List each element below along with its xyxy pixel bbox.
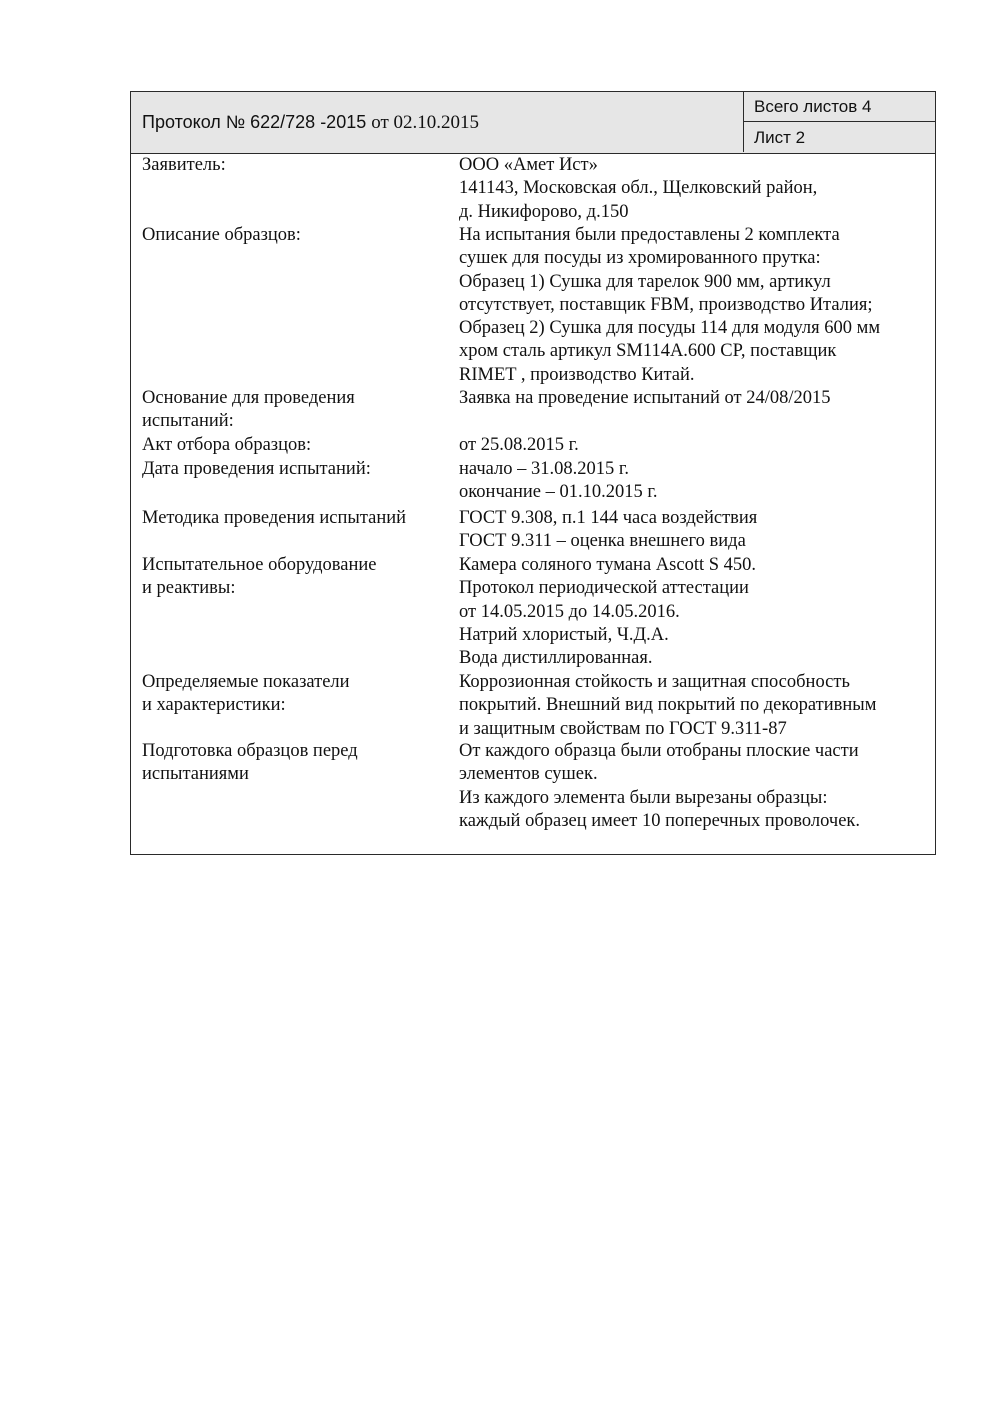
row-value: от 25.08.2015 г. xyxy=(459,435,579,455)
row-label: Дата проведения испытаний: xyxy=(142,459,371,479)
protocol-date: от 02.10.2015 xyxy=(371,112,480,133)
row-label: Акт отбора образцов: xyxy=(142,435,312,455)
row-value: начало – 31.08.2015 г. окончание – 01.10.2015 г. xyxy=(459,459,658,503)
protocol-header xyxy=(131,92,935,154)
row-value: Заявка на проведение испытаний от 24/08/2015 xyxy=(459,388,831,408)
sheet-number: Лист 2 xyxy=(754,128,806,147)
row-label: Основание для проведения испытаний: xyxy=(142,388,355,432)
row-label: Методика проведения испытаний xyxy=(142,508,407,528)
protocol-number: Протокол № 622/728 -2015 xyxy=(142,112,367,132)
row-label: Подготовка образцов перед испытаниями xyxy=(142,741,358,785)
row-value: От каждого образца были отобраны плоские части элементов сушек. Из каждого элемента были вырезаны образцы: каждый образец имеет 10 поперечных проволочек. xyxy=(459,741,861,831)
row-value: Коррозионная стойкость и защитная способность покрытий. Внешний вид покрытий по декоративным и защитным свойствам по ГОСТ 9.311-87 xyxy=(459,672,877,739)
row-label: Описание образцов: xyxy=(142,225,301,245)
row-value: ООО «Амет Ист» 141143, Московская обл., Щелковский район, д. Никифорово, д.150 xyxy=(459,155,818,222)
row-label: Определяемые показатели и характеристики: xyxy=(142,672,350,716)
protocol-frame xyxy=(130,91,936,855)
row-value: На испытания были предоставлены 2 комплекта сушек для посуды из хромированного прутка: Образец 1) Сушка для тарелок 900 мм, артикул отсутствует, поставщик FBM, производство Италия; Образец 2) Сушка для посуды 114 для модуля 600 мм хром сталь артикул SM114A.600 CP, поставщик RIMET , производство Китай. xyxy=(459,225,881,385)
row-value: ГОСТ 9.308, п.1 144 часа воздействия ГОСТ 9.311 – оценка внешнего вида xyxy=(459,508,758,552)
row-value: Камера соляного тумана Ascott S 450. Протокол периодической аттестации от 14.05.2015 до 14.05.2016. Натрий хлористый, Ч.Д.А. Вода дистиллированная. xyxy=(459,555,757,669)
protocol-title xyxy=(142,112,479,134)
row-label: Заявитель: xyxy=(142,155,226,175)
row-label: Испытательное оборудование и реактивы: xyxy=(142,555,377,599)
total-sheets: Всего листов 4 xyxy=(744,92,935,122)
sheet-info xyxy=(743,92,935,152)
